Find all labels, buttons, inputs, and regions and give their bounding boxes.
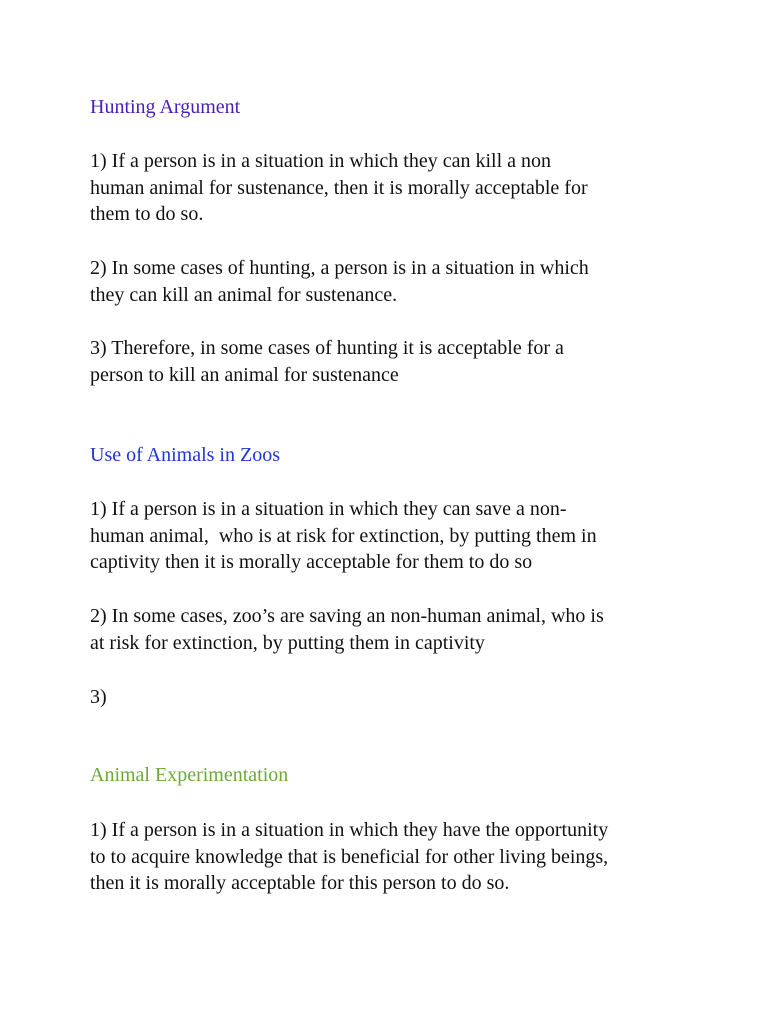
hunting-conclusion-3: 3) Therefore, in some cases of hunting it is acceptable for a person to kill an animal for sustenance xyxy=(90,337,564,386)
section-heading-animal-experimentation: Animal Experimentation xyxy=(90,764,289,786)
zoos-premise-2: 2) In some cases, zoo’s are saving an non-human animal, who is at risk for extinction, by putting them in captivity xyxy=(90,605,604,654)
section-heading-zoos: Use of Animals in Zoos xyxy=(90,444,280,466)
zoos-premise-1: 1) If a person is in a situation in which they can save a non- human animal, who is at risk for extinction, by putting them in captivity then it is morally acceptable for them to do so xyxy=(90,498,597,573)
hunting-premise-2: 2) In some cases of hunting, a person is in a situation in which they can kill an animal for sustenance. xyxy=(90,257,589,306)
experimentation-premise-1: 1) If a person is in a situation in which they have the opportunity to to acquire knowledge that is beneficial for other living beings, then it is morally acceptable for this person to do so. xyxy=(90,819,609,894)
zoos-conclusion-3: 3) xyxy=(90,686,107,708)
section-heading-hunting-argument: Hunting Argument xyxy=(90,96,241,118)
hunting-premise-1: 1) If a person is in a situation in which they can kill a non human animal for sustenance, then it is morally acceptable for them to do so. xyxy=(90,150,588,225)
